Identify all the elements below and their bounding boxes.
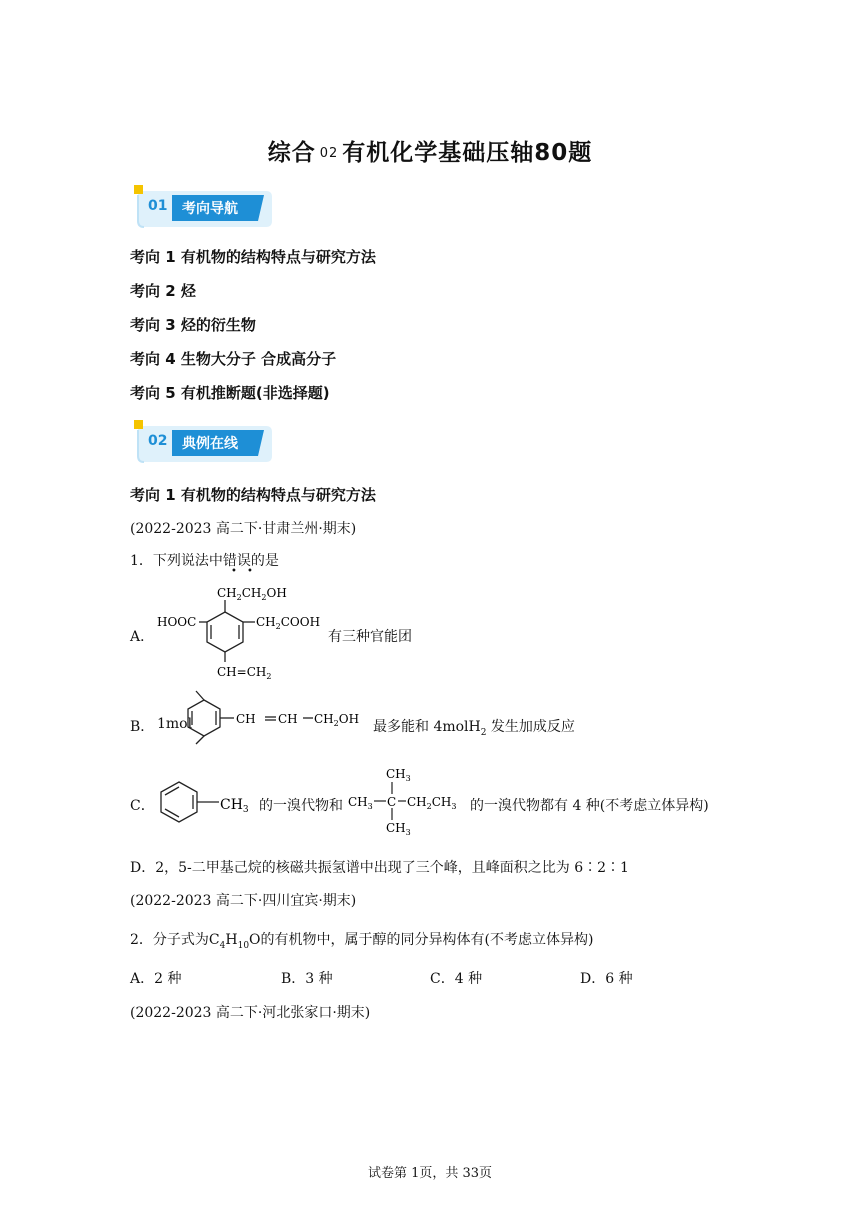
page-title: 综合 02 有机化学基础压轴80题 <box>267 140 593 166</box>
q1-option-a-text: 有三种官能团 <box>328 629 412 645</box>
nav-item-2: 考向 2 烃 <box>130 282 196 300</box>
svg-text:C: C <box>387 795 397 809</box>
topic-heading: 考向 1 有机物的结构特点与研究方法 <box>130 486 376 504</box>
q1-option-c-text1: 的一溴代物和 <box>259 798 343 814</box>
svg-text:CH: CH <box>236 712 256 726</box>
q1-option-a-label: A． <box>130 629 155 645</box>
svg-text:CH2CH3: $CH_2CH_3$ <box>407 795 457 811</box>
q2-option-a: A．2 种 <box>130 971 182 987</box>
emphasis-dot: • <box>247 566 253 577</box>
q1-option-d: D．2，5-二甲基己烷的核磁共振氢谱中出现了三个峰，且峰面积之比为 6∶2∶1 <box>130 860 629 876</box>
svg-text:HOOC: HOOC <box>157 615 197 629</box>
nav-item-1: 考向 1 有机物的结构特点与研究方法 <box>130 248 376 266</box>
q1-option-c-text2: 的一溴代物都有 4 种(不考虑立体异构) <box>470 798 709 814</box>
emphasis-dot: • <box>231 566 237 577</box>
svg-text:CH2OH: $CH_2OH$ <box>314 712 360 728</box>
section-badge-navigation: 01 考向导航 <box>134 185 274 229</box>
q2-option-d: D．6 种 <box>580 971 633 987</box>
svg-text:CH3: $CH_3$ <box>220 797 249 815</box>
nav-item-3: 考向 3 烃的衍生物 <box>130 316 256 334</box>
svg-text:CH3: $CH_3$ <box>348 795 373 811</box>
svg-text:CH3: $CH_3$ <box>386 821 411 837</box>
svg-text:CH2COOH: $CH_2COOH$ <box>256 615 321 631</box>
page-footer: 试卷第 1页，共 33页 <box>367 1166 493 1181</box>
structure-dimethylbutane <box>348 764 468 838</box>
svg-text:CH2CH2OH: $CH_2CH_2OH$ <box>217 586 287 602</box>
nav-item-4: 考向 4 生物大分子 合成高分子 <box>130 350 337 368</box>
structure-b <box>180 688 370 746</box>
q1-option-b-amount: 1mol <box>157 716 193 732</box>
q2-stem: 2．分子式为$C_4H_{10}O$的有机物中，属于醇的同分异构体有(不考虑立体异构) <box>130 932 594 951</box>
structure-toluene <box>155 778 255 826</box>
q3-source: (2022-2023 高二下·河北张家口·期末) <box>130 1005 371 1021</box>
q2-option-b: B．3 种 <box>281 971 333 987</box>
svg-text:CH=CH2: $CH=CH_2$ <box>217 665 272 681</box>
q1-stem: 1．下列说法中错误的是 <box>130 553 279 569</box>
q1-option-c-label: C． <box>130 798 155 814</box>
q1-option-b-label: B． <box>130 719 155 735</box>
section-badge-examples: 02 典例在线 <box>134 420 274 464</box>
structure-a <box>155 580 325 685</box>
nav-item-5: 考向 5 有机推断题(非选择题) <box>130 384 330 402</box>
svg-text:CH: CH <box>278 712 298 726</box>
q2-option-c: C．4 种 <box>430 971 483 987</box>
q2-source: (2022-2023 高二下·四川宜宾·期末) <box>130 893 357 909</box>
svg-text:CH3: $CH_3$ <box>386 767 411 783</box>
q1-source: (2022-2023 高二下·甘肃兰州·期末) <box>130 521 357 537</box>
q1-option-b-text: 最多能和 4molH$_2$ 发生加成反应 <box>373 719 575 738</box>
